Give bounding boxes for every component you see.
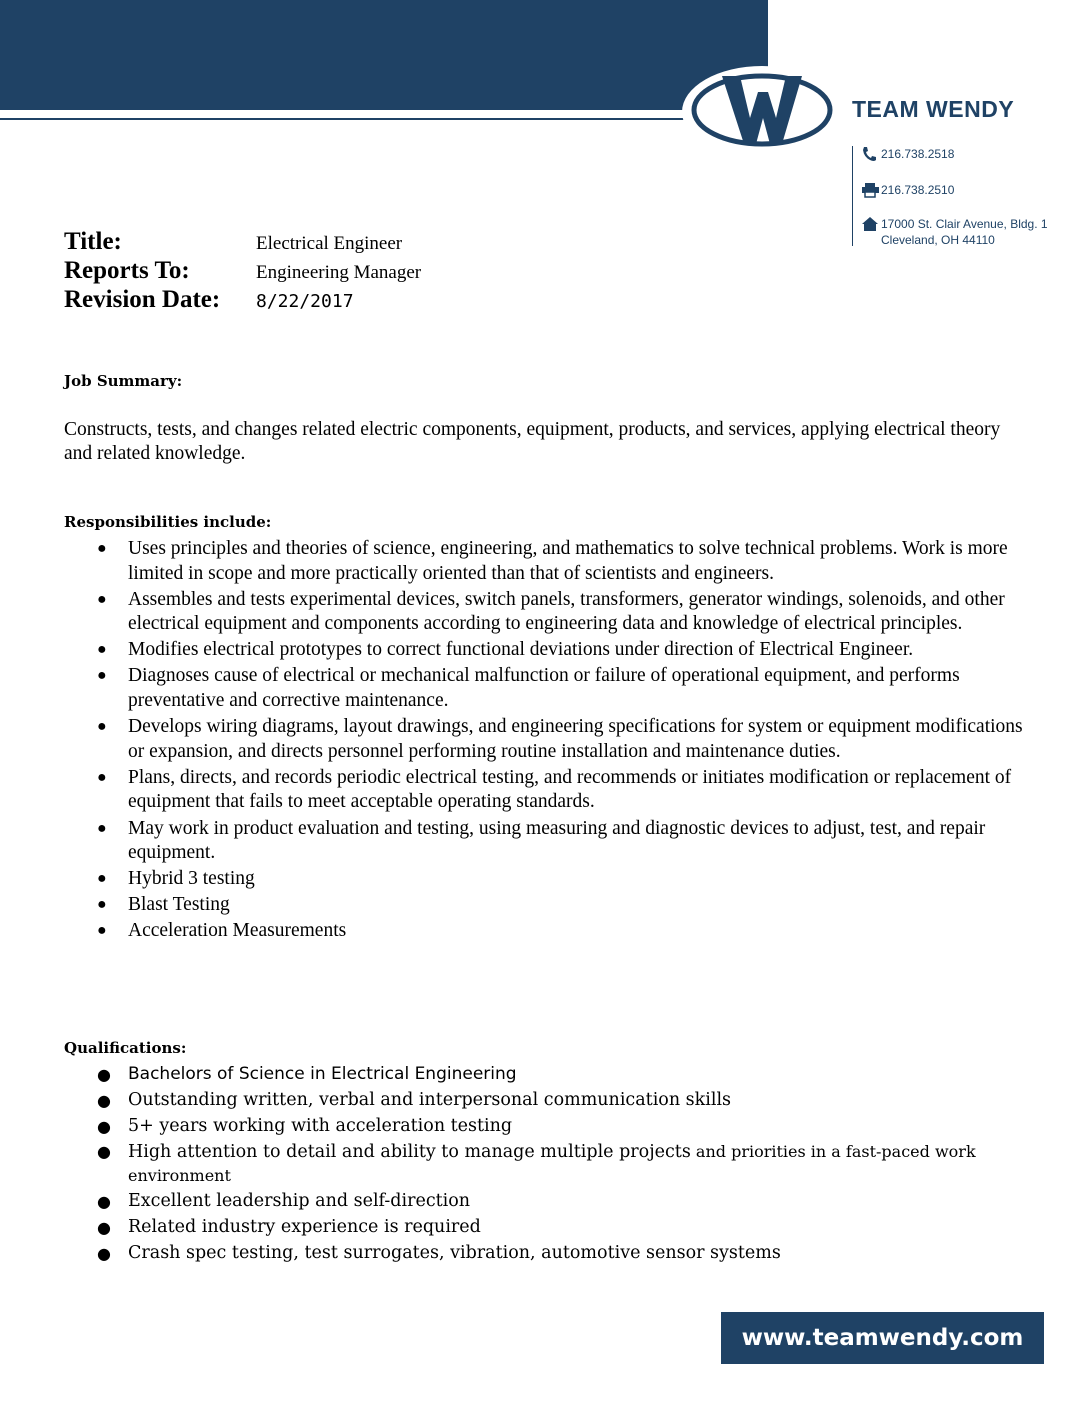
list-item: [64, 1215, 1034, 1241]
list-item: [64, 919, 1034, 944]
bullet-icon: ●: [97, 1217, 111, 1237]
list-item-text: Modifies electrical prototypes to correct functional deviations under direction of Electrical Engineer.: [128, 639, 914, 661]
address-line-2: Cleveland, OH 44110: [881, 233, 995, 247]
bullet-icon: ●: [97, 718, 107, 736]
contact-phone-row: [861, 146, 954, 162]
list-item: [64, 1114, 1034, 1140]
contact-fax-row: [861, 182, 954, 198]
bullet-icon: ●: [97, 768, 107, 786]
list-item-text: 5+ years working with acceleration testing: [128, 1116, 513, 1136]
contact-address-row: [861, 216, 1048, 248]
list-item-text: Plans, directs, and records periodic electrical testing, and recommends or initiates modification or replacement of equipment that fails to meet acceptable operating standards.: [128, 766, 1012, 813]
job-summary-heading: Job Summary:: [64, 372, 183, 390]
title-label: Title:: [64, 228, 122, 255]
address-line-1: 17000 St. Clair Avenue, Bldg. 1: [881, 217, 1048, 231]
list-item-text: Uses principles and theories of science, engineering, and mathematics to solve technical problems. Work is more limited in scope and more practically oriented than that of scientists and engineers.: [128, 538, 1008, 584]
list-item: [64, 1241, 1034, 1267]
header-rule: [0, 118, 700, 120]
list-item-text: Diagnoses cause of electrical or mechanical malfunction or failure of operational equipment, and performs preventative and corrective maintenance.: [128, 665, 960, 712]
list-item: [64, 715, 1034, 764]
responsibilities-heading: Responsibilities include:: [64, 513, 272, 531]
list-item-text: May work in product evaluation and testing, using measuring and diagnostic devices to adjust, test, and repair equipment.: [128, 817, 986, 864]
list-item: [64, 893, 1034, 918]
title-value: Electrical Engineer: [256, 233, 403, 254]
bullet-icon: ●: [97, 590, 107, 608]
qualifications-heading: Qualifications:: [64, 1039, 187, 1057]
responsibilities-list: [64, 537, 1034, 946]
header-banner: [0, 0, 768, 110]
reports-to-value: Engineering Manager: [256, 262, 422, 283]
list-item-text: Bachelors of Science in Electrical Engineering: [128, 1064, 517, 1084]
list-item: [64, 664, 1034, 713]
contact-fax: 216.738.2510: [881, 183, 955, 197]
bullet-icon: ●: [97, 896, 107, 914]
list-item: [64, 817, 1034, 866]
reports-to-label: Reports To:: [64, 257, 190, 284]
list-item-text: Hybrid 3 testing: [128, 868, 255, 890]
list-item: [64, 867, 1034, 892]
list-item-text: Related industry experience is required: [128, 1216, 481, 1237]
list-item: [64, 1062, 1034, 1088]
bullet-icon: ●: [97, 1142, 111, 1161]
qualifications-list: [64, 1062, 1034, 1267]
list-item: [64, 588, 1034, 637]
bullet-icon: ●: [97, 1191, 111, 1211]
list-item-text: Acceleration Measurements: [128, 920, 347, 942]
meta-title-row: [64, 228, 421, 257]
contact-address: [881, 216, 1048, 248]
contact-block: [852, 146, 1063, 246]
fax-printer-icon: [861, 182, 881, 198]
list-item: [64, 1140, 1034, 1188]
bullet-icon: ●: [97, 667, 107, 685]
bullet-icon: ●: [97, 922, 107, 940]
list-item: [64, 638, 1034, 663]
phone-icon: [861, 146, 881, 162]
bullet-icon: ●: [97, 641, 107, 659]
website-link[interactable]: www.teamwendy.com: [721, 1312, 1044, 1364]
list-item-text: Assembles and tests experimental devices, switch panels, transformers, generator windings, solenoids, and other electrical equipment and components according to engineering data and knowledge of electrical principles.: [128, 588, 1005, 635]
brand-name: TEAM WENDY: [852, 96, 1015, 122]
bullet-icon: ●: [97, 1091, 111, 1110]
list-item-text: Outstanding written, verbal and interpersonal communication skills: [128, 1090, 732, 1110]
revision-date-value: 8/22/2017: [256, 291, 354, 312]
list-item: [64, 1189, 1034, 1215]
job-summary-text: Constructs, tests, and changes related electric components, equipment, products, and services, applying electrical theory and related knowledge.: [64, 419, 1001, 464]
list-item-text: Blast Testing: [128, 894, 230, 916]
bullet-icon: ●: [97, 1243, 111, 1263]
bullet-icon: ●: [97, 1117, 111, 1136]
meta-revision-row: [64, 286, 421, 315]
list-item-text: Develops wiring diagrams, layout drawings, and engineering specifications for system or equipment modifications or expansion, and directs personnel performing routine installation and maintenance duties.: [128, 716, 1023, 762]
revision-date-label: Revision Date:: [64, 286, 221, 313]
bullet-icon: ●: [97, 1065, 111, 1084]
bullet-icon: ●: [97, 540, 107, 557]
list-item: [64, 537, 1034, 586]
list-item: [64, 1088, 1034, 1114]
list-item: [64, 766, 1034, 815]
team-wendy-logo-icon: [678, 62, 846, 162]
bullet-icon: ●: [97, 870, 107, 888]
bullet-icon: ●: [97, 819, 107, 837]
job-meta: [64, 228, 421, 315]
contact-phone: 216.738.2518: [881, 147, 955, 161]
home-icon: [861, 216, 881, 232]
list-item-text: Crash spec testing, test surrogates, vibration, automotive sensor systems: [128, 1242, 781, 1263]
meta-reports-row: [64, 257, 421, 286]
list-item-text: High attention to detail and ability to manage multiple projects: [128, 1142, 691, 1162]
list-item-text-tail: and priorities in a fast-paced work environment: [128, 1142, 976, 1185]
list-item-text: Excellent leadership and self-direction: [128, 1190, 471, 1211]
